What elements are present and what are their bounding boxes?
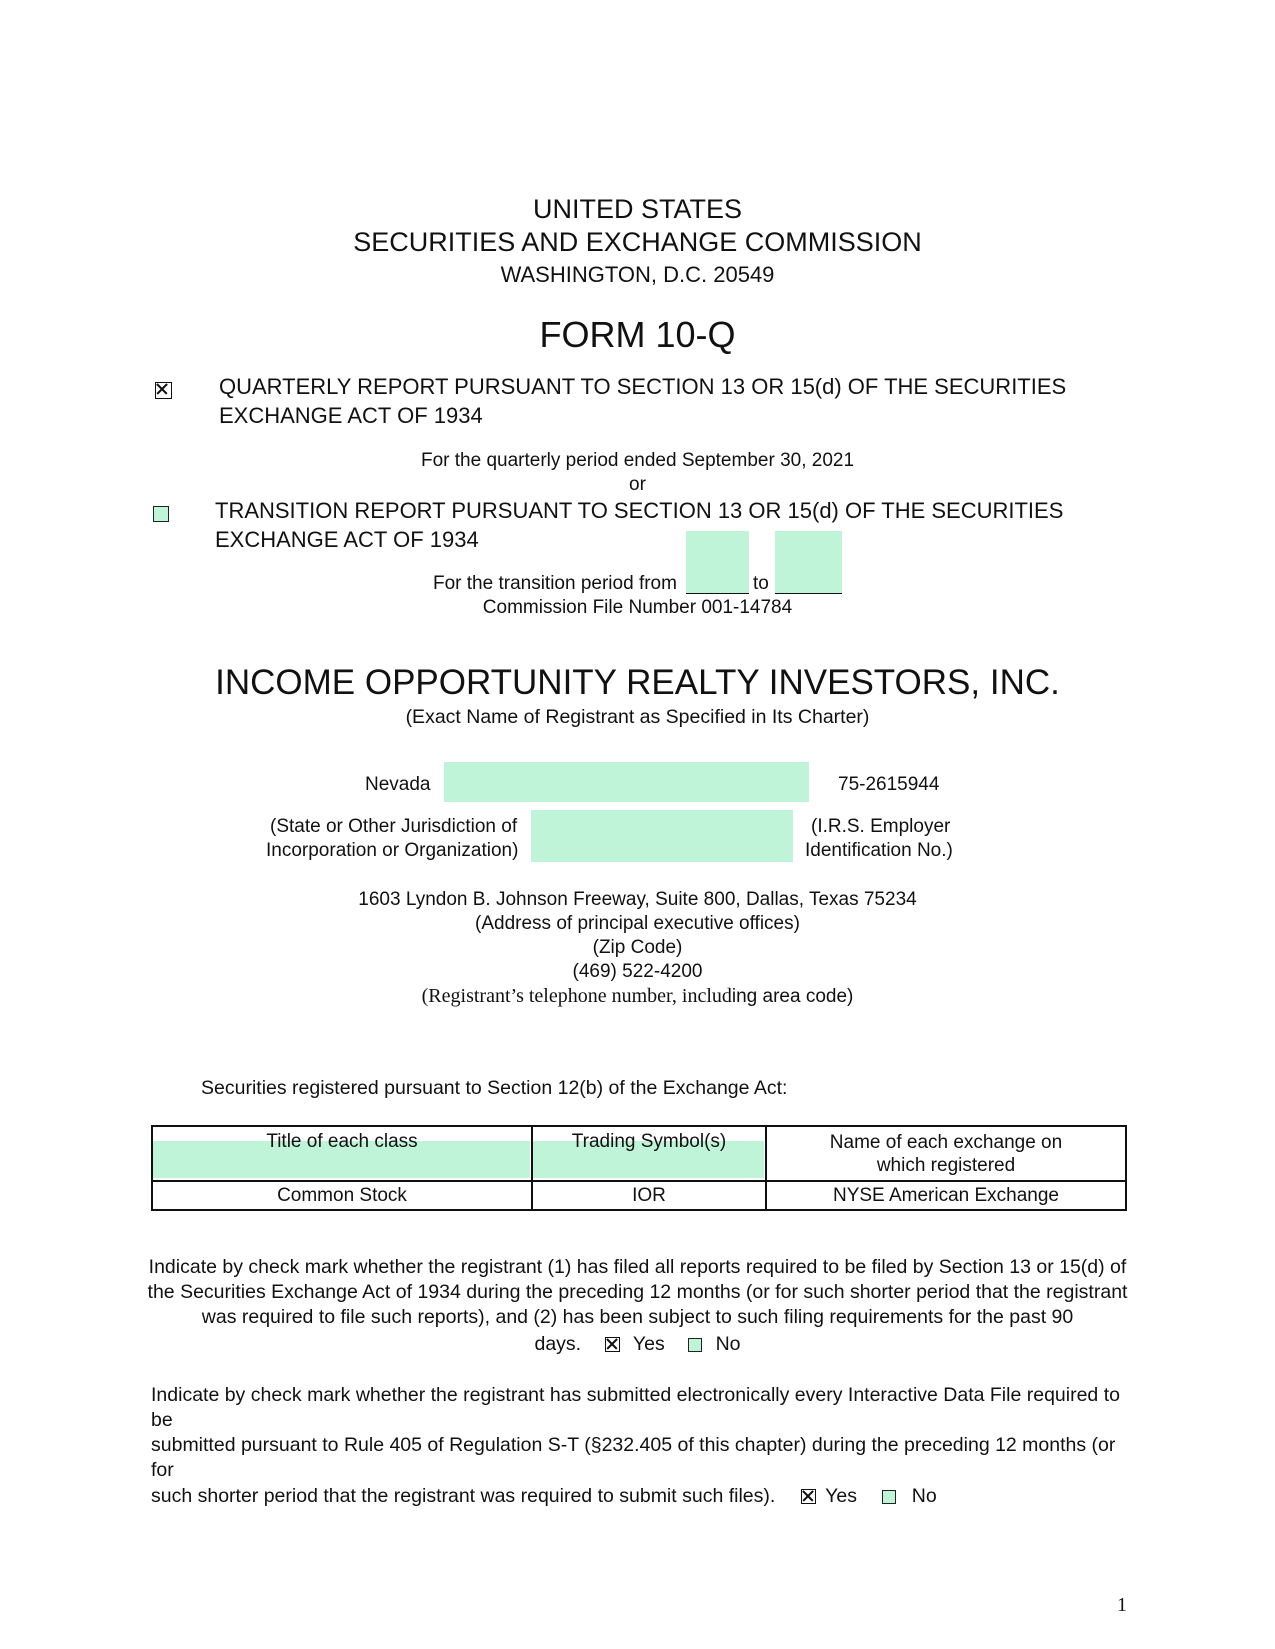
interactive-question — [151, 1383, 1131, 1509]
quarterly-label-line2: EXCHANGE ACT OF 1934 — [219, 403, 483, 428]
quarterly-checkbox[interactable] — [155, 382, 172, 399]
header-line-sec: SECURITIES AND EXCHANGE COMMISSION — [353, 227, 922, 257]
header-trading-symbol-text: Trading Symbol(s) — [571, 1131, 727, 1152]
quarterly-period-text: For the quarterly period ended September 30, 2021 — [420, 450, 855, 471]
filing-no-label: No — [715, 1333, 741, 1355]
securities-intro: Securities registered pursuant to Section 12(b) of the Exchange Act: — [201, 1077, 788, 1099]
interactive-question-line3-text: such shorter period that the registrant was required to submit such files). — [151, 1485, 776, 1507]
cell-title-class: Common Stock — [152, 1181, 532, 1210]
address-caption: (Address of principal executive offices) — [475, 913, 800, 934]
commission-file-number: Commission File Number 001-14784 — [482, 597, 793, 618]
ein-value: 75-2615944 — [838, 774, 940, 795]
registrant-name: INCOME OPPORTUNITY REALTY INVESTORS, INC. — [215, 663, 1060, 702]
filing-question-days: days. — [534, 1333, 582, 1355]
securities-table — [151, 1125, 1127, 1211]
header-exchange — [766, 1126, 1126, 1181]
filing-no-checkbox[interactable] — [688, 1338, 702, 1352]
ein-caption-line2: Identification No.) — [805, 840, 953, 861]
filing-question-line4 — [0, 1332, 1275, 1357]
interactive-no-checkbox[interactable] — [882, 1490, 896, 1504]
state-value: Nevada — [365, 774, 431, 795]
state-ein-spacer-field-bottom — [531, 810, 793, 862]
table-header-row — [152, 1126, 1126, 1181]
table-row — [152, 1181, 1126, 1210]
transition-period-prefix: For the transition period from — [433, 573, 677, 594]
filing-question — [0, 1255, 1275, 1357]
header-title-class-text: Title of each class — [266, 1131, 418, 1152]
interactive-question-line2: submitted pursuant to Rule 405 of Regulation S-T (§232.405 of this chapter) during the preceding 12 months (or for — [151, 1434, 1116, 1481]
header-title-class — [152, 1126, 532, 1181]
header-line-washington: WASHINGTON, D.C. 20549 — [500, 262, 775, 287]
phone: (469) 522-4200 — [572, 961, 703, 982]
filing-question-line1: Indicate by check mark whether the registrant (1) has filed all reports required to be filed by Section 13 or 15(d) of — [148, 1256, 1127, 1278]
state-caption-line2: Incorporation or Organization) — [266, 840, 519, 861]
zip-caption: (Zip Code) — [592, 937, 683, 958]
header-line-united-states: UNITED STATES — [532, 194, 742, 224]
transition-label-line2: EXCHANGE ACT OF 1934 — [215, 527, 479, 552]
cell-exchange: NYSE American Exchange — [766, 1181, 1126, 1210]
phone-caption — [0, 985, 1275, 1008]
or-text: or — [629, 474, 646, 495]
ein-caption-line1: (I.R.S. Employer — [811, 816, 951, 837]
phone-caption-serif: (Registrant’s telephone number, includ — [421, 985, 732, 1007]
page-number: 1 — [1117, 1594, 1127, 1616]
transition-label-line1: TRANSITION REPORT PURSUANT TO SECTION 13 OR 15(d) OF THE SECURITIES — [215, 498, 1064, 523]
interactive-yes-label: Yes — [825, 1485, 857, 1507]
form-title: FORM 10-Q — [539, 314, 736, 355]
state-caption-line1: (State or Other Jurisdiction of — [270, 816, 518, 837]
filing-yes-label: Yes — [632, 1333, 665, 1355]
interactive-yes-checkbox[interactable] — [801, 1489, 816, 1504]
filing-yes-checkbox[interactable] — [605, 1337, 620, 1352]
cell-trading-symbol: IOR — [532, 1181, 766, 1210]
transition-period-to: to — [753, 573, 769, 594]
filing-question-line3: was required to file such reports), and (2) has been subject to such filing requirements for the past 90 — [201, 1306, 1074, 1328]
address: 1603 Lyndon B. Johnson Freeway, Suite 800, Dallas, Texas 75234 — [358, 889, 917, 910]
interactive-question-line3 — [151, 1484, 1131, 1509]
state-ein-spacer-field-top — [444, 762, 809, 802]
transition-from-field[interactable] — [686, 531, 749, 594]
interactive-question-line1: Indicate by check mark whether the registrant has submitted electronically every Interactive Data File required to be — [151, 1384, 1120, 1431]
registrant-name-caption: (Exact Name of Registrant as Specified in Its Charter) — [405, 706, 870, 728]
transition-checkbox[interactable] — [153, 506, 169, 522]
interactive-no-label: No — [911, 1485, 937, 1507]
filing-question-line2: the Securities Exchange Act of 1934 during the preceding 12 months (or for such shorter period that the registrant — [147, 1281, 1128, 1303]
header-trading-symbol — [532, 1126, 766, 1181]
quarterly-label-line1: QUARTERLY REPORT PURSUANT TO SECTION 13 OR 15(d) OF THE SECURITIES — [219, 374, 1067, 399]
phone-caption-rest: ing area code) — [731, 986, 854, 1007]
header-exchange-text: Name of each exchange on which registered — [829, 1131, 1063, 1176]
transition-to-field[interactable] — [775, 531, 842, 594]
